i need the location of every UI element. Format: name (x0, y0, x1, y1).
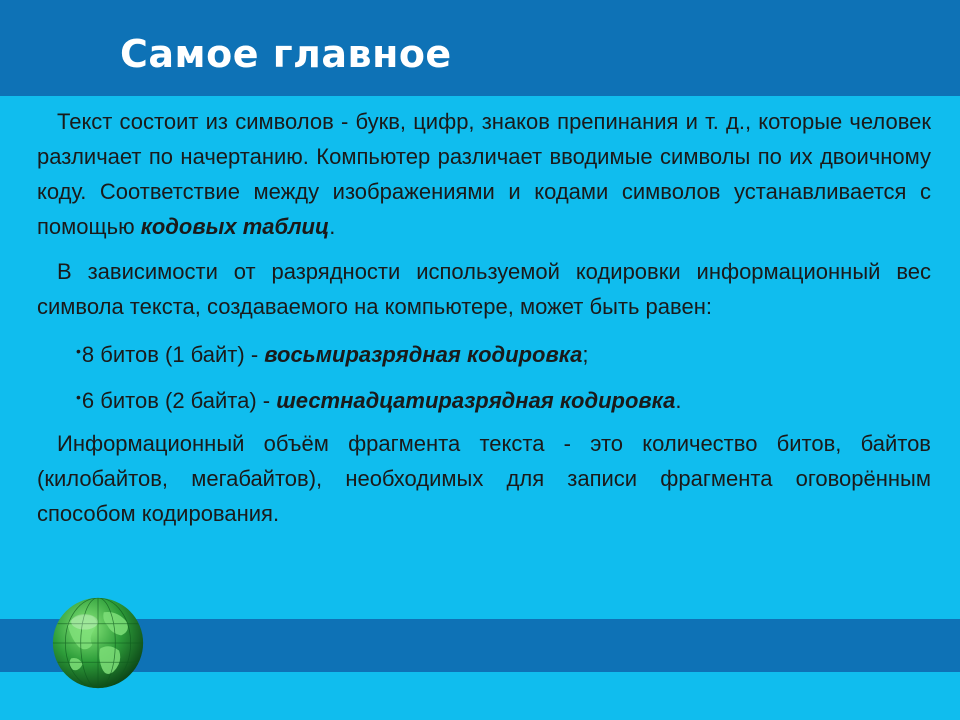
bullet-8-bit (37, 334, 931, 372)
paragraph-encoding-weight (37, 254, 931, 324)
code-tables-emphasis: кодовых таблиц (140, 214, 330, 239)
paragraph-1-text: Текст состоит из символов - букв, цифр, знаков препинания и т. д., которые человек различает по начертанию. Компьютер различает вводимые символы по их двоичному коду. Соответствие между изображениями и кодами символов устанавливается с помощью (37, 109, 931, 239)
paragraph-3-text: Информационный объём фрагмента текста - это количество битов, байтов (килобайтов, мегабайтов), необходимых для записи фрагмента оговорённым способом кодирования. (37, 431, 931, 526)
slide-body (37, 104, 931, 541)
bullet-2-emphasis: шестнадцатиразрядная кодировка (276, 388, 676, 413)
paragraph-2-text: В зависимости от разрядности используемой кодировки информационный вес символа текста, создаваемого на компьютере, может быть равен: (37, 259, 931, 319)
paragraph-text-symbols (37, 104, 931, 244)
slide-title: Самое главное (120, 32, 452, 76)
bullet-1-text: 8 битов (1 байт) - (81, 342, 265, 367)
bullet-2-text: 6 битов (2 байта) - (81, 388, 277, 413)
paragraph-1-end: . (329, 214, 336, 239)
bullet-2-end: . (675, 388, 682, 413)
bullet-1-emphasis: восьмиразрядная кодировка (264, 342, 583, 367)
bullet-dot-icon: • (76, 343, 81, 359)
bullet-16-bit (37, 380, 931, 418)
bullet-1-end: ; (582, 342, 589, 367)
globe-icon (50, 595, 146, 691)
paragraph-info-volume (37, 426, 931, 531)
bullet-dot-icon: • (76, 389, 81, 405)
